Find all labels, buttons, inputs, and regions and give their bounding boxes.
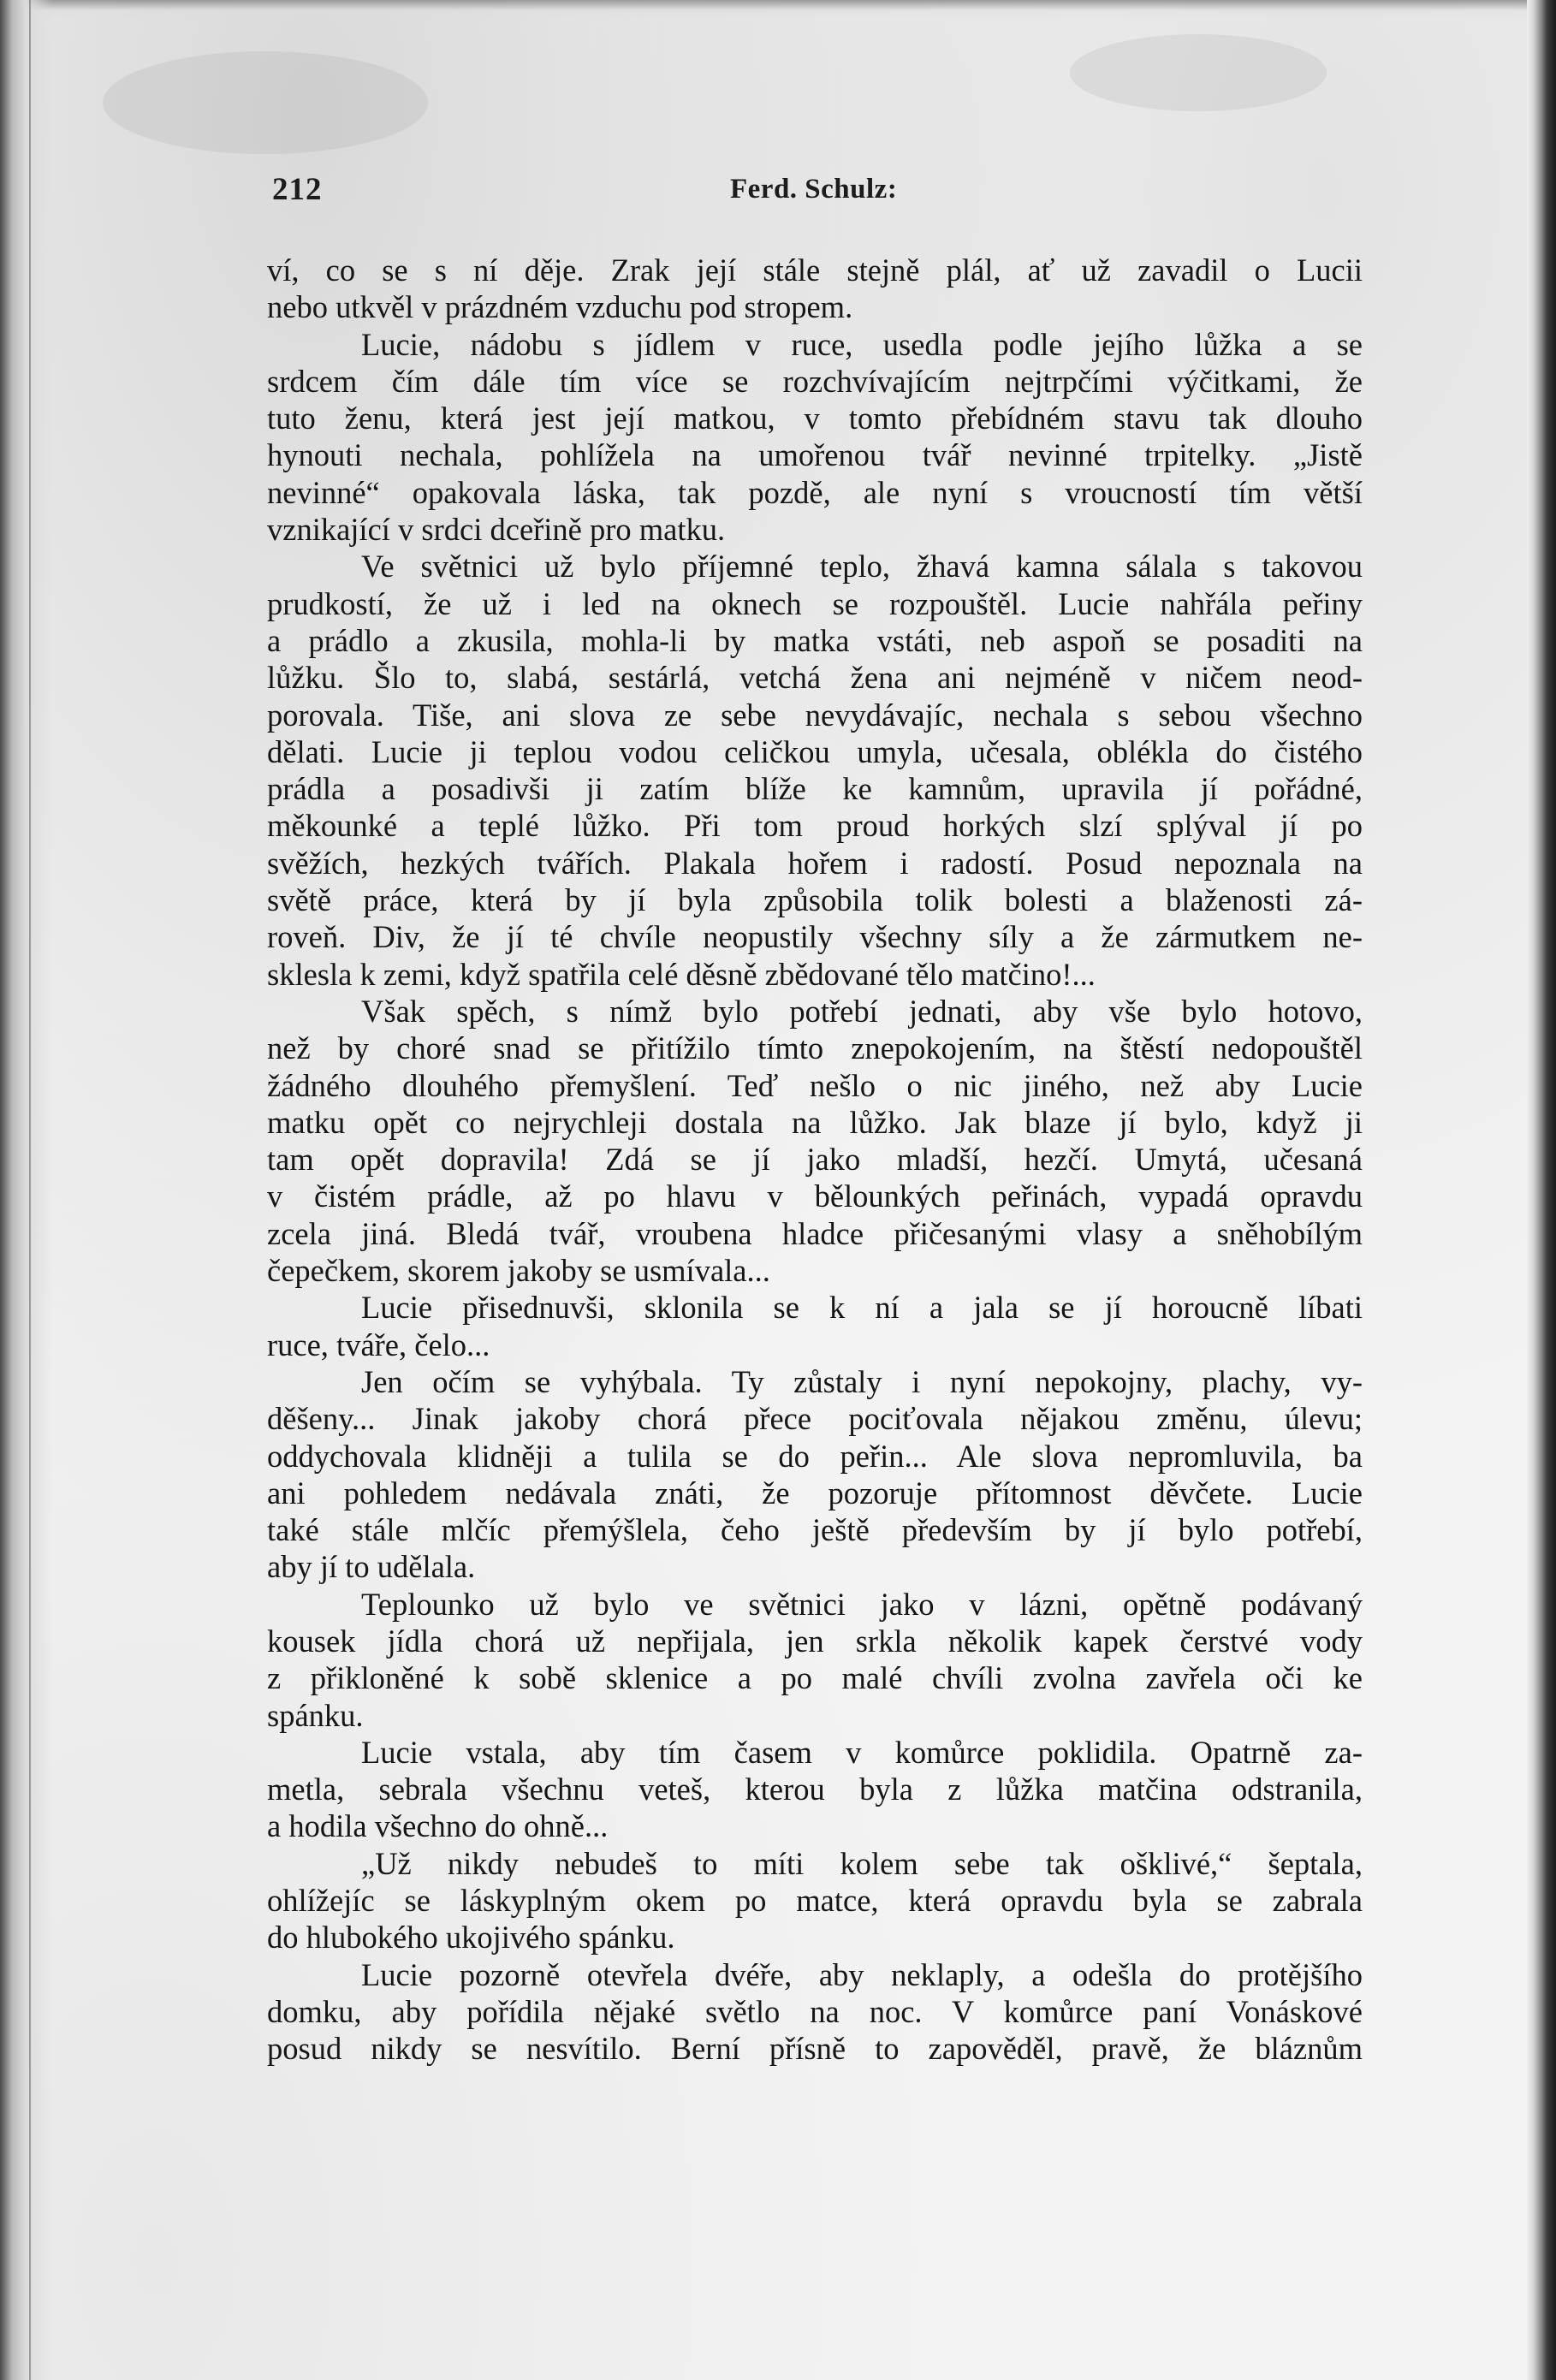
text-line: také stále mlčíc přemýšlela, čeho ještě především by jí bylo potřebí,	[267, 1512, 1363, 1548]
text-line: spánku.	[267, 1697, 364, 1733]
text-line: lůžku. Šlo to, slabá, sestárlá, vetchá žena ani nejméně v ničem neod-	[267, 660, 1363, 696]
paragraph	[267, 1289, 1363, 1363]
text-line: Lucie, nádobu s jídlem v ruce, usedla podle jejího lůžka a se	[361, 326, 1363, 362]
text-line: Teplounko už bylo ve světnici jako v lázni, opětně podávaný	[361, 1586, 1363, 1622]
text-line: nebo utkvěl v prázdném vzduchu pod stropem.	[267, 289, 853, 325]
text-line: Lucie pozorně otevřela dvéře, aby neklaply, a odešla do protějšího	[361, 1956, 1363, 1992]
text-line: prádla a posadivši ji zatím blíže ke kamnům, upravila jí pořádné,	[267, 771, 1363, 807]
text-line: posud nikdy se nesvítilo. Berní přísně to zapověděl, pravě, že bláznům	[267, 2031, 1363, 2067]
text-line: čepečkem, skorem jakoby se usmívala...	[267, 1253, 770, 1289]
text-line: měkounké a teplé lůžko. Při tom proud horkých slzí splýval jí po	[267, 808, 1363, 844]
text-line: než by choré snad se přitížilo tímto znepokojením, na štěstí nedopouštěl	[267, 1030, 1363, 1066]
paper-smudge	[103, 51, 428, 154]
text-line: Lucie vstala, aby tím časem v komůrce poklidila. Opatrně za-	[361, 1734, 1363, 1770]
running-head: Ferd. Schulz:	[730, 174, 898, 205]
paragraph	[267, 1586, 1363, 1734]
text-line: ví, co se s ní děje. Zrak její stále stejně plál, ať už zavadil o Lucii	[267, 252, 1363, 288]
text-line: domku, aby pořídila nějaké světlo na noc. V komůrce paní Vonáskové	[267, 1993, 1363, 2029]
text-line: světě práce, která by jí byla způsobila tolik bolesti a blaženosti zá-	[267, 882, 1363, 918]
text-line: matku opět co nejrychleji dostala na lůžko. Jak blaze jí bylo, když ji	[267, 1104, 1363, 1140]
text-line: hynouti nechala, pohlížela na umořenou tvář nevinné trpitelky. „Jistě	[267, 437, 1363, 473]
text-line: Však spěch, s nímž bylo potřebí jednati, aby vše bylo hotovo,	[361, 993, 1363, 1029]
text-line: Jen očím se vyhýbala. Ty zůstaly i nyní nepokojny, plachy, vy-	[361, 1363, 1363, 1399]
text-line: ani pohledem nedávala znáti, že pozoruje přítomnost děvčete. Lucie	[267, 1475, 1363, 1510]
text-line: dělati. Lucie ji teplou vodou celičkou umyla, učesala, oblékla do čistého	[267, 733, 1363, 769]
text-line: oddychovala klidněji a tulila se do peřin... Ale slova nepromluvila, ba	[267, 1438, 1363, 1474]
text-line: do hlubokého ukojivého spánku.	[267, 1920, 675, 1956]
text-line: děšeny... Jinak jakoby chorá přece pociťovala nějakou změnu, úlevu;	[267, 1401, 1363, 1437]
text-line: ohlížejíc se láskyplným okem po matce, která opravdu byla se zabrala	[267, 1883, 1363, 1919]
text-line: porovala. Tiše, ani slova ze sebe nevydávajíc, nechala s sebou všechno	[267, 697, 1363, 733]
text-line: žádného dlouhého přemyšlení. Teď nešlo o nic jiného, než aby Lucie	[267, 1067, 1363, 1103]
text-line: Ve světnici už bylo příjemné teplo, žhavá kamna sálala s takovou	[361, 549, 1363, 585]
paragraph	[267, 548, 1363, 993]
text-line: prudkostí, že už i led na oknech se rozpouštěl. Lucie nahřála peřiny	[267, 585, 1363, 621]
paragraph	[267, 993, 1363, 1289]
text-line: svěžích, hezkých tvářích. Plakala hořem i radostí. Posud nepoznala na	[267, 845, 1363, 881]
paper-smudge	[1070, 34, 1327, 111]
text-line: vznikající v srdci dceřině pro matku.	[267, 512, 726, 548]
page-number: 212	[272, 172, 323, 207]
paragraph	[267, 1363, 1363, 1586]
text-line: sklesla k zemi, když spatřila celé děsně zbědované tělo matčino!...	[267, 956, 1096, 992]
text-line: kousek jídla chorá už nepřijala, jen srkla několik kapek čerstvé vody	[267, 1623, 1363, 1659]
paragraph	[267, 1734, 1363, 1845]
text-line: tuto ženu, která jest její matkou, v tomto přebídném stavu tak dlouho	[267, 401, 1363, 436]
text-line: z přikloněné k sobě sklenice a po malé chvíli zvolna zavřela oči ke	[267, 1660, 1363, 1696]
text-line: metla, sebrala všechnu veteš, kterou byla z lůžka matčina odstranila,	[267, 1772, 1363, 1807]
text-line: Lucie přisednuvši, sklonila se k ní a jala se jí horoucně líbati	[361, 1290, 1363, 1326]
text-line: ruce, tváře, čelo...	[267, 1327, 490, 1362]
paragraph	[267, 326, 1363, 549]
binding-shadow	[0, 0, 53, 2380]
text-line: a hodila všechno do ohně...	[267, 1808, 609, 1844]
body-text	[267, 252, 1363, 2068]
text-line: a prádlo a zkusila, mohla-li by matka vstáti, neb aspoň se posaditi na	[267, 622, 1363, 658]
paragraph	[267, 252, 1363, 326]
page-top-edge	[0, 0, 1556, 19]
text-line: roveň. Div, že jí té chvíle neopustily všechny síly a že zármutkem ne-	[267, 919, 1363, 955]
text-line: tam opět dopravila! Zdá se jí jako mladší, hezčí. Umytá, učesaná	[267, 1142, 1363, 1178]
text-line: aby jí to udělala.	[267, 1549, 476, 1585]
text-line: zcela jiná. Bledá tvář, vroubena hladce přičesanými vlasy a sněhobílým	[267, 1215, 1363, 1251]
text-line: srdcem čím dále tím více se rozchvívajícím nejtrpčími výčitkami, že	[267, 363, 1363, 399]
text-line: nevinné“ opakovala láska, tak pozdě, ale nyní s vroucností tím větší	[267, 474, 1363, 510]
page-right-edge	[1527, 0, 1556, 2380]
paragraph	[267, 1845, 1363, 1956]
paragraph	[267, 1956, 1363, 2068]
binding-rule	[29, 0, 31, 2380]
page-header	[272, 171, 1361, 214]
text-line: „Už nikdy nebudeš to míti kolem sebe tak ošklivé,“ šeptala,	[361, 1845, 1363, 1881]
text-line: v čistém prádle, až po hlavu v bělounkých peřinách, vypadá opravdu	[267, 1178, 1363, 1214]
